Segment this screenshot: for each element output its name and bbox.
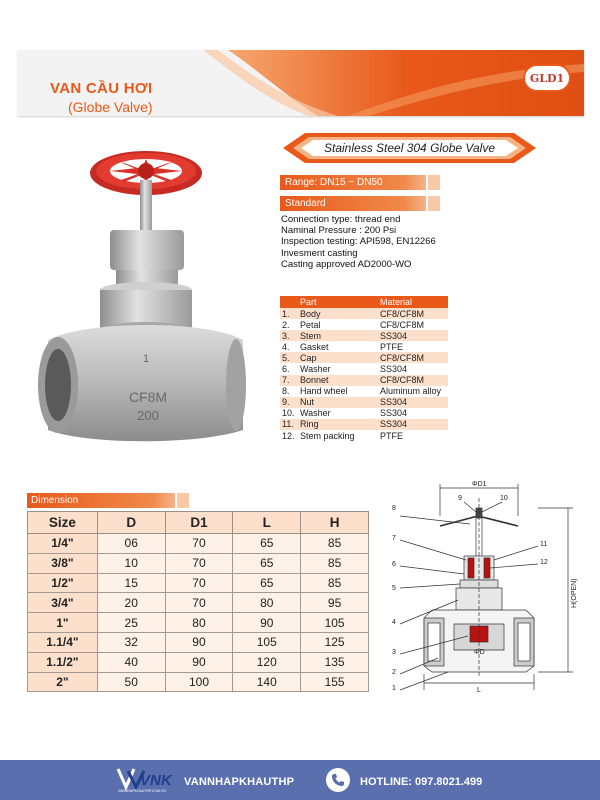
dimension-cell: 90 xyxy=(165,632,233,652)
dimension-cell: 100 xyxy=(165,672,233,692)
dimension-cell: 40 xyxy=(97,652,165,672)
dimension-cell: 20 xyxy=(97,593,165,613)
dimension-cell: 15 xyxy=(97,573,165,593)
parts-cell-num: 5. xyxy=(280,352,298,363)
vnk-logo xyxy=(116,765,176,793)
dimension-cell-size: 1/4" xyxy=(28,534,98,554)
parts-row xyxy=(280,419,448,430)
diagram-label-h: H(OPEN) xyxy=(571,578,578,608)
parts-row xyxy=(280,375,448,386)
spec-line: Naminal Pressure : 200 Psi xyxy=(281,225,397,237)
dimension-row xyxy=(28,672,369,692)
parts-cell-part: Stem packing xyxy=(300,430,355,441)
dimension-cell: 85 xyxy=(301,573,369,593)
diagram-callout-10: 10 xyxy=(500,495,508,502)
parts-cell-material: CF8/CF8M xyxy=(378,352,448,363)
standard-bar: Standard xyxy=(280,196,426,211)
spec-line: Connection type: thread end xyxy=(281,214,401,225)
model-code: GLD1 xyxy=(529,71,565,85)
page-subtitle: (Globe Valve) xyxy=(68,99,153,115)
dimension-cell: 65 xyxy=(233,553,301,573)
range-bar: Range: DN15 ~ DN50 xyxy=(280,175,426,190)
parts-cell-part: Gasket xyxy=(300,341,329,352)
valve-cross-section-diagram xyxy=(378,478,582,696)
diagram-callout-12: 12 xyxy=(540,559,548,566)
phone-glyph-icon xyxy=(331,773,345,787)
dimension-row xyxy=(28,613,369,633)
dimension-row xyxy=(28,652,369,672)
spec-line: Invesment casting xyxy=(281,247,358,259)
dimension-header-row xyxy=(28,512,369,534)
dimension-cell: 125 xyxy=(301,632,369,652)
dimension-row xyxy=(28,553,369,573)
parts-cell-part: Petal xyxy=(300,319,321,330)
globe-valve-photo xyxy=(28,140,268,450)
parts-cell-material: Aluminum alloy xyxy=(380,386,442,397)
dimension-cell-size: 3/8" xyxy=(28,553,98,573)
parts-cell-num: 11. xyxy=(280,419,298,430)
diagram-callout-8: 8 xyxy=(392,505,396,512)
arrow-mark: 1 xyxy=(142,353,150,365)
dimension-cell: 70 xyxy=(165,534,233,554)
parts-cell-part: Ring xyxy=(298,419,378,430)
parts-cell-material: CF8/CF8M xyxy=(378,375,448,386)
parts-cell-material: SS304 xyxy=(380,408,408,419)
diagram-callout-6: 6 xyxy=(392,561,396,568)
dimension-label: Dimension xyxy=(27,493,175,508)
diagram-callout-1: 1 xyxy=(392,685,396,692)
dimension-row xyxy=(28,632,369,652)
parts-cell-part: Stem xyxy=(298,330,378,341)
dimension-cell: 32 xyxy=(97,632,165,652)
dimension-cell: 90 xyxy=(165,652,233,672)
parts-cell-material: SS304 xyxy=(378,419,448,430)
dimension-cell: 95 xyxy=(301,593,369,613)
parts-cell-material: PTFE xyxy=(380,430,404,441)
spec-line: Inspection testing: API598, EN12266 xyxy=(281,236,436,248)
dimension-header: D xyxy=(97,512,165,534)
page-title: VAN CẦU HƠI xyxy=(50,80,153,97)
parts-cell-num: 2. xyxy=(282,319,290,330)
parts-row xyxy=(280,430,448,441)
product-subtitle: Stainless Steel 304 Globe Valve xyxy=(324,141,495,155)
diagram-callout-9: 9 xyxy=(458,495,462,502)
dimension-cell-size: 1/2" xyxy=(28,573,98,593)
diagram-callout-4: 4 xyxy=(392,619,396,626)
parts-row xyxy=(280,308,448,319)
parts-cell-part: Nut xyxy=(298,397,378,408)
parts-row xyxy=(280,341,448,352)
parts-cell-material: SS304 xyxy=(378,397,448,408)
dimension-cell: 105 xyxy=(233,632,301,652)
parts-cell-num: 4. xyxy=(282,341,290,352)
brand-name: VANNHAPKHAUTHP xyxy=(184,776,295,788)
parts-cell-part: Washer xyxy=(300,364,331,375)
parts-cell-num: 1. xyxy=(280,308,298,319)
parts-cell-num: 7. xyxy=(280,375,298,386)
parts-cell-material: PTFE xyxy=(380,341,404,352)
dimension-cell: 120 xyxy=(233,652,301,672)
dimension-table xyxy=(27,511,369,692)
dimension-cell: 50 xyxy=(97,672,165,692)
dimension-cell: 65 xyxy=(233,534,301,554)
dimension-header: L xyxy=(233,512,301,534)
parts-cell-num: 8. xyxy=(282,386,290,397)
parts-cell-num: 12. xyxy=(282,430,295,441)
parts-row xyxy=(280,386,448,397)
dimension-cell-size: 1.1/2" xyxy=(28,652,98,672)
parts-cell-part: Bonnet xyxy=(298,375,378,386)
dimension-cell: 85 xyxy=(301,534,369,554)
diagram-label-d: ΦD xyxy=(474,649,485,656)
dimension-cell-size: 3/4" xyxy=(28,593,98,613)
dimension-cell: 90 xyxy=(233,613,301,633)
parts-cell-material: SS304 xyxy=(378,330,448,341)
parts-material-table xyxy=(280,296,448,441)
parts-row xyxy=(280,397,448,408)
dimension-cell: 06 xyxy=(97,534,165,554)
dimension-cell-size: 2" xyxy=(28,672,98,692)
dimension-cell: 70 xyxy=(165,553,233,573)
parts-cell-material: CF8/CF8M xyxy=(378,308,448,319)
parts-cell-part: Hand wheel xyxy=(300,386,348,397)
dimension-cell-size: 1.1/4" xyxy=(28,632,98,652)
standard-bar-tail xyxy=(428,196,440,211)
dimension-bar-tail xyxy=(177,493,189,508)
parts-cell-num: 9. xyxy=(280,397,298,408)
parts-cell-part: Body xyxy=(298,308,378,319)
dimension-cell: 70 xyxy=(165,573,233,593)
model-code-badge xyxy=(523,64,571,92)
phone-icon[interactable] xyxy=(326,768,350,792)
dimension-cell: 85 xyxy=(301,553,369,573)
dimension-header: Size xyxy=(28,512,98,534)
dimension-cell: 140 xyxy=(233,672,301,692)
dimension-cell-size: 1" xyxy=(28,613,98,633)
spec-list xyxy=(281,214,436,270)
spec-line: Casting approved AD2000-WO xyxy=(281,258,412,270)
parts-header-material: Material xyxy=(378,296,448,308)
dimension-cell: 155 xyxy=(301,672,369,692)
dimension-cell: 65 xyxy=(233,573,301,593)
dimension-cell: 70 xyxy=(165,593,233,613)
parts-cell-material: SS304 xyxy=(380,364,408,375)
footer-bar xyxy=(0,760,600,800)
parts-row xyxy=(280,363,448,374)
parts-row xyxy=(280,408,448,419)
parts-cell-part: Washer xyxy=(300,408,331,419)
dimension-header: D1 xyxy=(165,512,233,534)
body-marking-pressure: 200 xyxy=(137,408,159,423)
diagram-callout-7: 7 xyxy=(392,535,396,542)
parts-cell-num: 3. xyxy=(280,330,298,341)
dimension-cell: 80 xyxy=(233,593,301,613)
dimension-header: H xyxy=(301,512,369,534)
logo-subtext: VANNHAPKHAUTHP.COM.VN xyxy=(118,789,166,793)
dimension-cell: 10 xyxy=(97,553,165,573)
diagram-label-l: L xyxy=(477,687,481,694)
range-bar-tail xyxy=(428,175,440,190)
diagram-callout-11: 11 xyxy=(540,541,548,548)
diagram-label-d1: ΦD1 xyxy=(472,481,487,488)
diagram-callout-5: 5 xyxy=(392,585,396,592)
parts-cell-num: 10. xyxy=(282,408,295,419)
dimension-cell: 135 xyxy=(301,652,369,672)
parts-row xyxy=(280,319,448,330)
parts-header-part: Part xyxy=(280,296,378,308)
parts-row xyxy=(280,330,448,341)
dimension-row xyxy=(28,573,369,593)
dimension-row xyxy=(28,593,369,613)
parts-row xyxy=(280,352,448,363)
dimension-cell: 80 xyxy=(165,613,233,633)
logo-text: VNK xyxy=(140,772,172,789)
parts-cell-part: Cap xyxy=(298,352,378,363)
parts-cell-num: 6. xyxy=(282,364,290,375)
dimension-row xyxy=(28,534,369,554)
diagram-callout-3: 3 xyxy=(392,649,396,656)
parts-header-row xyxy=(280,296,448,308)
hotline-link[interactable]: HOTLINE: 097.8021.499 xyxy=(360,776,483,788)
diagram-callout-2: 2 xyxy=(392,669,396,676)
dimension-cell: 105 xyxy=(301,613,369,633)
dimension-cell: 25 xyxy=(97,613,165,633)
parts-cell-material: CF8/CF8M xyxy=(380,319,425,330)
body-marking-material: CF8M xyxy=(128,389,168,405)
